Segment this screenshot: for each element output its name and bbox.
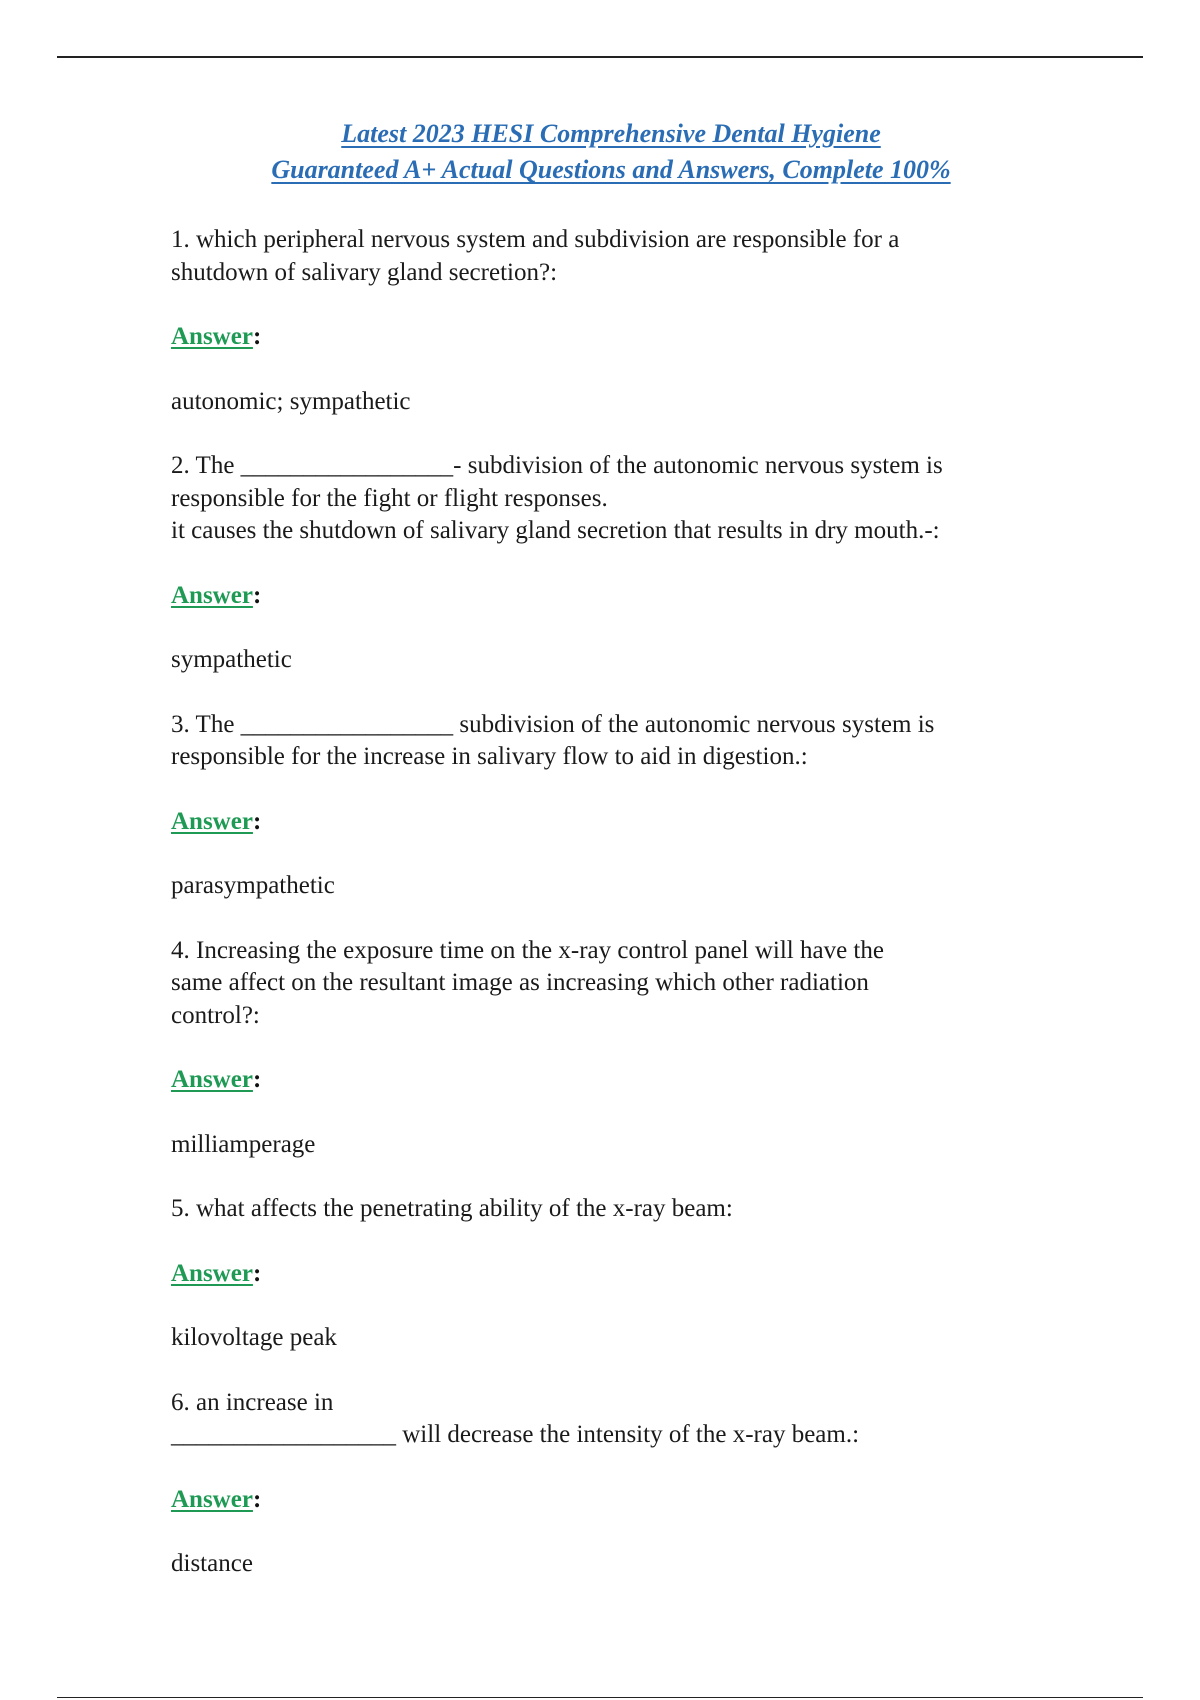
question-line: 6. an increase in — [171, 1388, 334, 1416]
answer-label — [171, 1064, 1051, 1097]
question-text — [171, 224, 1051, 289]
answer-label-word: Answer — [171, 1259, 253, 1287]
answer-label — [171, 806, 1051, 839]
answer-label-colon: : — [252, 1066, 262, 1093]
answer-label — [171, 580, 1051, 613]
answer-label-word: Answer — [171, 1066, 253, 1093]
answer-label-word: Answer — [171, 581, 253, 609]
title-line-1[interactable]: Latest 2023 HESI Comprehensive Dental Hygiene — [341, 119, 881, 148]
question-line: it causes the shutdown of salivary gland secretion that results in dry mouth.-: — [171, 517, 940, 544]
answer-label — [171, 1258, 1051, 1291]
bottom-rule — [57, 1697, 1143, 1698]
answer-text: distance — [171, 1550, 253, 1577]
question-line: responsible for the fight or flight responses. — [171, 484, 608, 512]
answer-label — [171, 1484, 1051, 1517]
question-line: 5. what affects the penetrating ability of the x-ray beam: — [171, 1195, 733, 1222]
question-line: same affect on the resultant image as increasing which other radiation — [171, 969, 869, 996]
answer-label-colon: : — [252, 323, 262, 350]
qa-item — [171, 1387, 1051, 1581]
qa-item — [171, 1193, 1051, 1355]
document-page — [171, 116, 1051, 1581]
question-line: 1. which peripheral nervous system and subdivision are responsible for a — [171, 226, 900, 253]
qa-item — [171, 935, 1051, 1162]
answer-text: sympathetic — [171, 646, 292, 673]
question-text — [171, 450, 1051, 548]
answer-label-colon: : — [252, 1485, 262, 1513]
question-line: 2. The _________________- subdivision of the autonomic nervous system is — [171, 452, 943, 479]
answer-label-colon: : — [252, 1259, 262, 1287]
question-line: 4. Increasing the exposure time on the x-ray control panel will have the — [171, 936, 884, 964]
title-line-2[interactable]: Guaranteed A+ Actual Questions and Answers, Complete 100% — [271, 155, 951, 184]
question-text — [171, 935, 1051, 1033]
answer-label-colon: : — [252, 807, 262, 835]
question-line: responsible for the increase in salivary flow to aid in digestion.: — [171, 743, 808, 770]
question-line: control?: — [171, 1001, 260, 1029]
question-text — [171, 1387, 1051, 1452]
document-title — [171, 116, 1051, 188]
qa-item — [171, 224, 1051, 418]
question-line: 3. The _________________ subdivision of the autonomic nervous system is — [171, 710, 935, 738]
top-rule — [57, 56, 1143, 58]
answer-text: parasympathetic — [171, 872, 335, 899]
answer-label-colon: : — [252, 581, 262, 609]
qa-item — [171, 450, 1051, 677]
question-text — [171, 1193, 1051, 1226]
answer-text: kilovoltage peak — [171, 1324, 337, 1351]
answer-label-word: Answer — [171, 1485, 253, 1513]
qa-list — [171, 224, 1051, 1581]
answer-label-word: Answer — [171, 323, 253, 350]
answer-text: milliamperage — [171, 1130, 316, 1158]
question-text — [171, 709, 1051, 774]
qa-item — [171, 709, 1051, 903]
question-line: shutdown of salivary gland secretion?: — [171, 258, 558, 286]
answer-text: autonomic; sympathetic — [171, 387, 411, 415]
answer-label-word: Answer — [171, 807, 253, 835]
question-line: __________________ will decrease the intensity of the x-ray beam.: — [171, 1421, 860, 1448]
answer-label — [171, 321, 1051, 354]
